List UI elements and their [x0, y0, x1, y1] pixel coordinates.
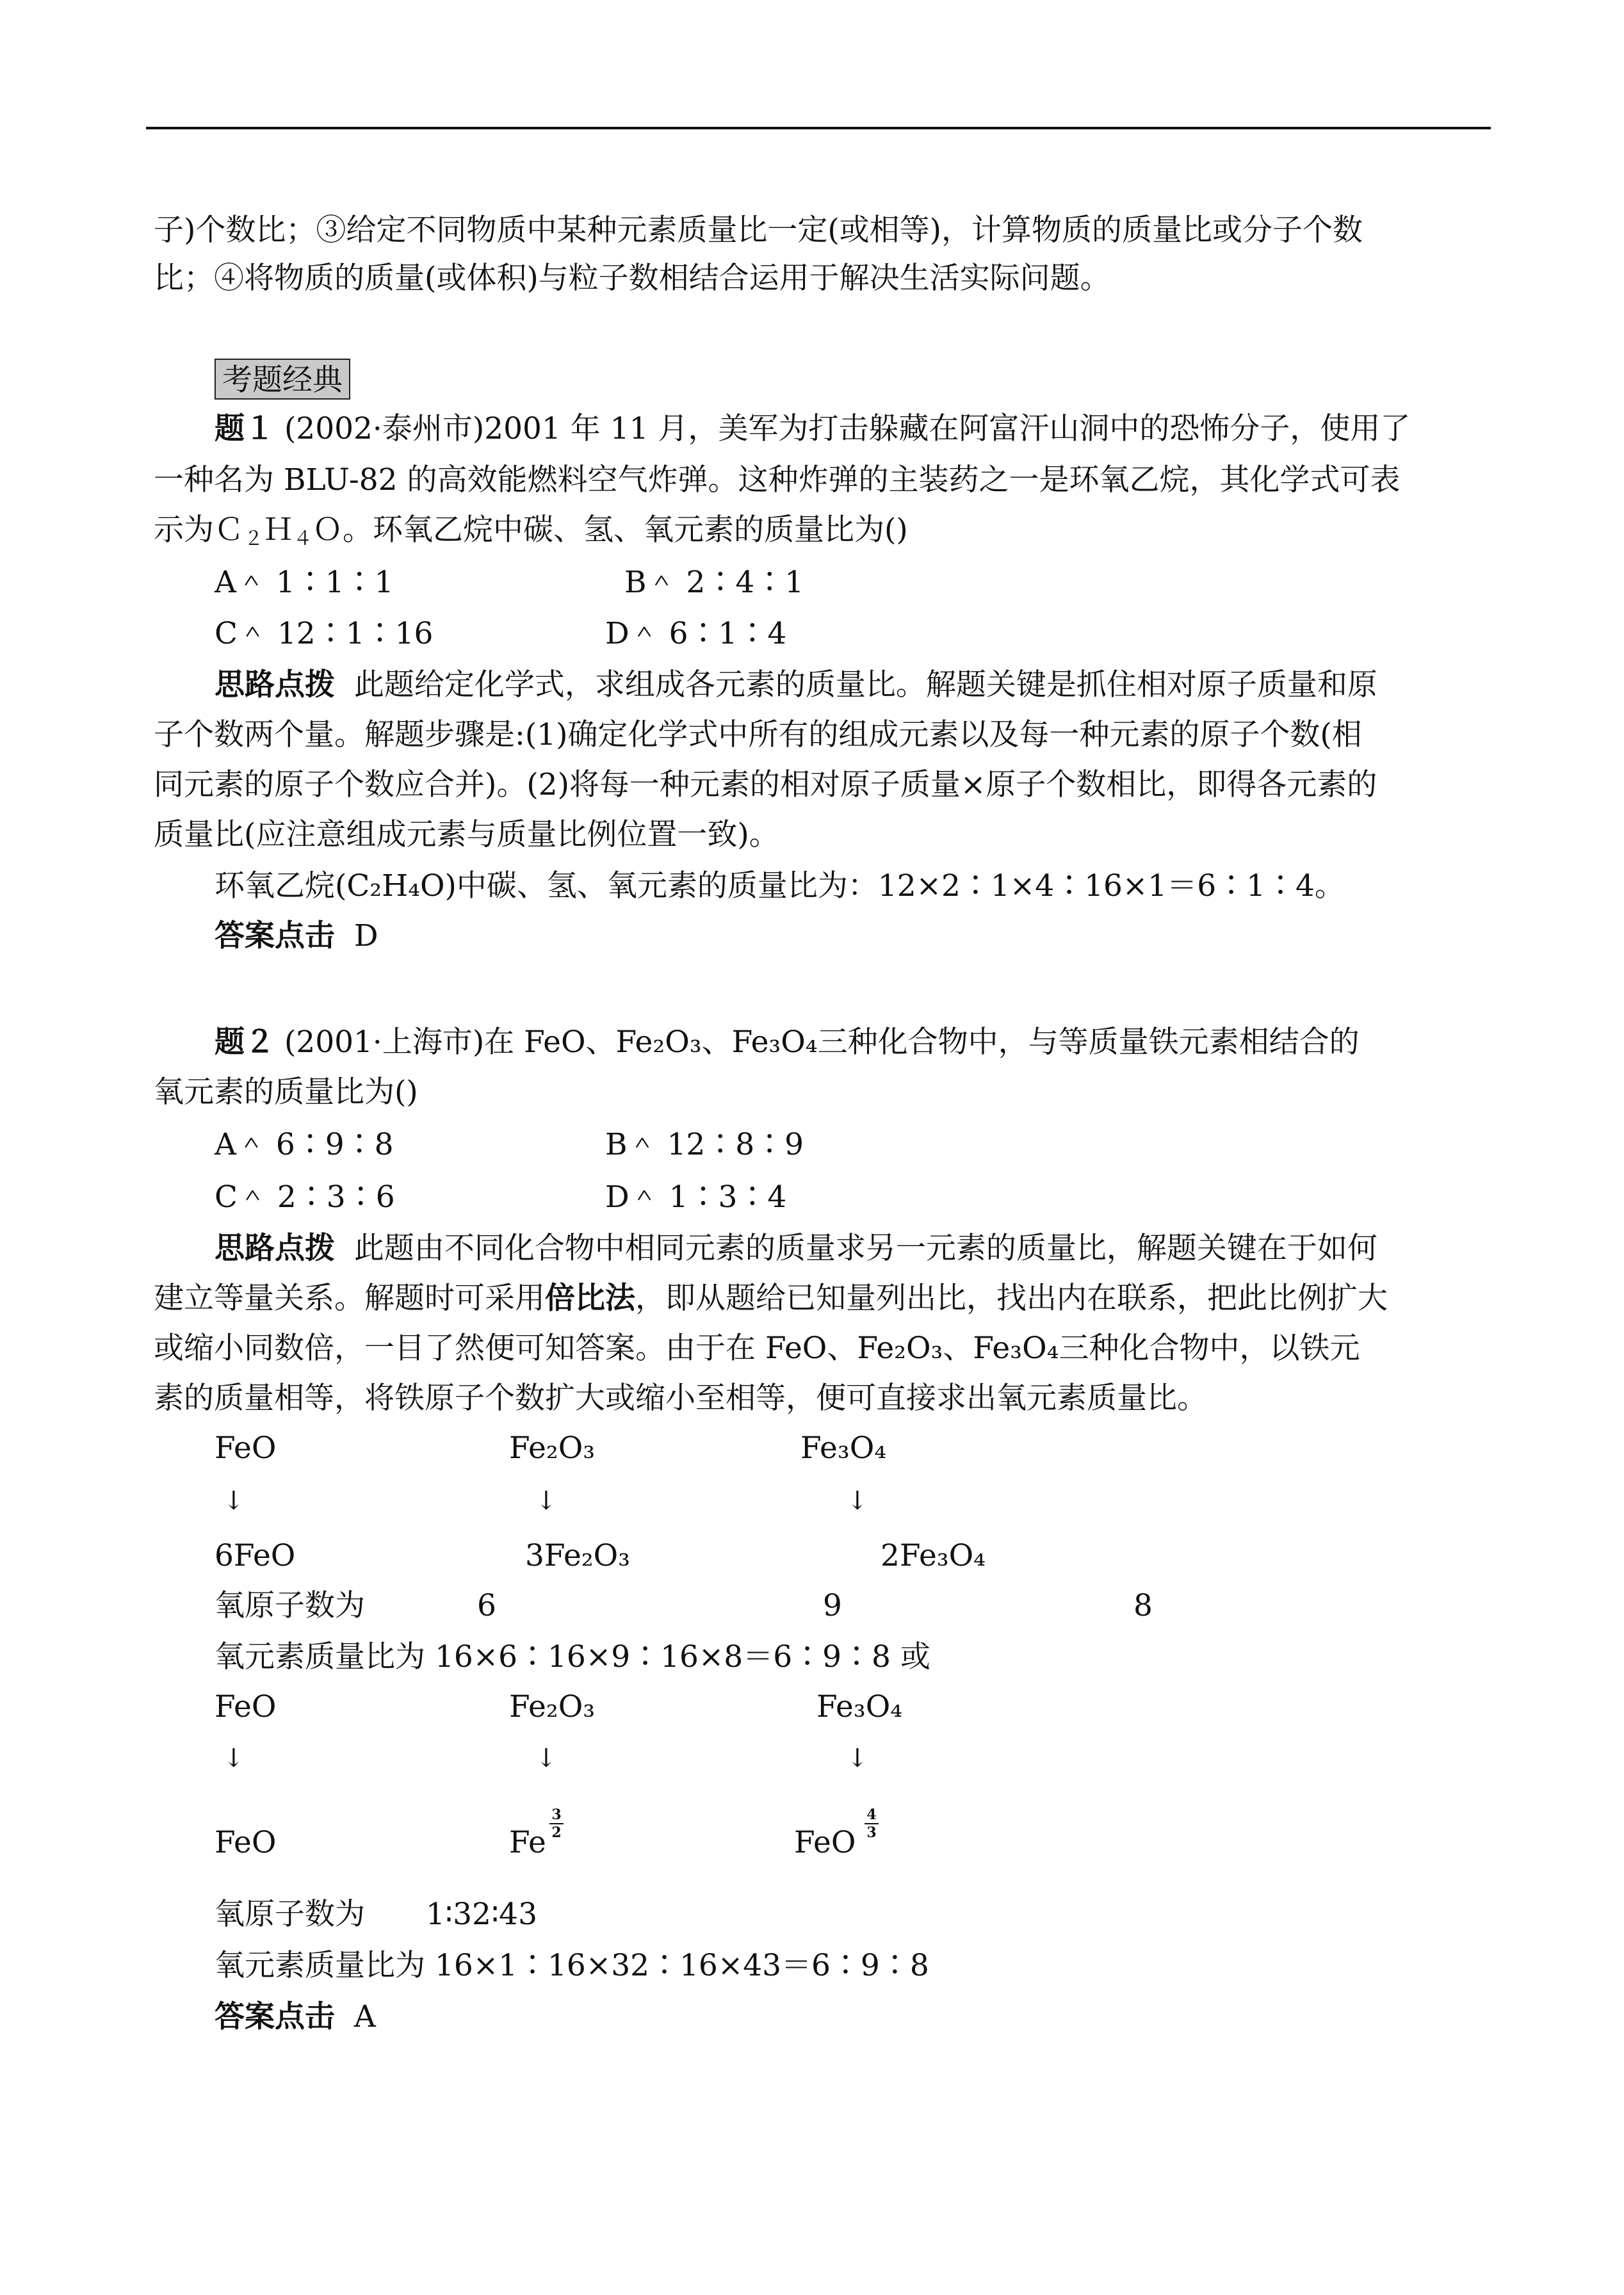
- m2-arrow-2: ↓: [535, 1744, 557, 1773]
- q2-hint-line-1: [215, 1229, 1377, 1268]
- m2-arrow-3: ↓: [847, 1744, 868, 1773]
- q1-text-3c: Ｏ。环氧乙烷中碳、氢、氧元素的质量比为(): [313, 512, 908, 547]
- q1-line-2: 一种名为 BLU-82 的高效能燃料空气炸弹。这种炸弹的主装药之一是环氧乙烷，其化学式可表: [154, 462, 1401, 498]
- q1-answer-value: D: [353, 918, 378, 953]
- q1-sub-1: ２: [244, 528, 263, 550]
- q1-hint-line-3: 同元素的原子个数应合并)。(2)将每一种元素的相对原子质量×原子个数相比，即得各元素的: [154, 767, 1377, 802]
- q2-hint-line-4: 素的质量相等，将铁原子个数扩大或缩小至相等，便可直接求出氧元素质量比。: [154, 1381, 1207, 1416]
- q1-sub-2: ４: [293, 528, 313, 550]
- m2-fraction-2: [865, 1807, 879, 1840]
- m2-scaled-2: Fe: [509, 1825, 546, 1860]
- q2-option-a: A＾ 6∶9∶8: [215, 1127, 394, 1162]
- q1-hint-text-1: 此题给定化学式，求组成各元素的质量比。解题关键是抓住相对原子质量和原: [353, 667, 1377, 702]
- intro-line-1: 子)个数比；③给定不同物质中某种元素质量比一定(或相等)，计算物质的质量比或分子个数: [154, 213, 1363, 248]
- m2-formula-3: Fe₃O₄: [816, 1689, 903, 1724]
- m1-scaled-1: 6FeO: [215, 1538, 296, 1573]
- q1-hint-line-1: [215, 666, 1377, 704]
- q1-option-d: D＾ 6∶1∶4: [605, 616, 787, 651]
- q1-option-c: C＾ 12∶1∶16: [215, 616, 434, 651]
- q1-hint-label: 思路点拨: [215, 667, 335, 702]
- q1-option-b: B＾ 2∶4∶1: [624, 565, 804, 600]
- q2-answer-value: A: [353, 1999, 376, 2034]
- m1-scaled-2: 3Fe₂O₃: [525, 1538, 630, 1573]
- m1-formula-2: Fe₂O₃: [509, 1431, 596, 1466]
- q2-option-b: B＾ 12∶8∶9: [605, 1127, 804, 1162]
- m2-formula-1: FeO: [215, 1689, 277, 1724]
- q2-hint-label: 思路点拨: [215, 1231, 335, 1266]
- m1-o-1: 6: [477, 1588, 496, 1623]
- q2-option-d: D＾ 1∶3∶4: [605, 1180, 787, 1215]
- m2-fraction-2-num: 4: [866, 1806, 877, 1823]
- q1-line-3: [154, 511, 908, 558]
- q2-answer: [215, 1998, 376, 2036]
- q1-answer-label: 答案点击: [215, 918, 335, 953]
- q1-text-1: (2002·泰州市)2001 年 11 月，美军为打击躲藏在阿富汗山洞中的恐怖分子，使用了: [284, 411, 1411, 446]
- m2-formula-2: Fe₂O₃: [509, 1689, 596, 1724]
- m1-arrow-3: ↓: [847, 1486, 868, 1516]
- q2-hint-bold: 倍比法: [545, 1281, 635, 1316]
- q2-hint-line-3: 或缩小同数倍，一目了然便可知答案。由于在 FeO、Fe₂O₃、Fe₃O₄三种化合物中，以铁元: [154, 1331, 1360, 1366]
- m2-arrow-1: ↓: [223, 1744, 245, 1773]
- q1-hint-line-4: 质量比(应注意组成元素与质量比例位置一致)。: [154, 817, 779, 852]
- q1-line-1: [215, 410, 1410, 448]
- m2-scaled-1: FeO: [215, 1825, 277, 1860]
- q2-text-1: (2001·上海市)在 FeO、Fe₂O₃、Fe₃O₄三种化合物中，与等质量铁元素相结合的: [284, 1025, 1360, 1060]
- m1-arrow-1: ↓: [223, 1486, 245, 1516]
- q1-calc: 环氧乙烷(C₂H₄O)中碳、氢、氧元素的质量比为：12×2∶1×4∶16×1＝6∶1∶4。: [215, 868, 1345, 904]
- q1-option-a: A＾ 1∶1∶1: [215, 565, 394, 600]
- m1-mass-ratio: 氧元素质量比为 16×6∶16×9∶16×8＝6∶9∶8 或: [215, 1639, 930, 1675]
- m2-o-label: 氧原子数为: [215, 1897, 365, 1932]
- m1-o-3: 8: [1133, 1588, 1153, 1623]
- q2-label: 题２: [215, 1025, 275, 1060]
- section-badge: 考题经典: [215, 359, 350, 400]
- q1-text-3a: 示为Ｃ: [154, 512, 244, 547]
- q2-hint-text-1: 此题由不同化合物中相同元素的质量求另一元素的质量比，解题关键在于如何: [353, 1231, 1377, 1266]
- q2-hint-text-2a: 建立等量关系。解题时可采用: [154, 1281, 545, 1316]
- q2-hint-text-2b: ，即从题给已知量列出比，找出内在联系，把此比例扩大: [635, 1281, 1388, 1316]
- intro-line-2: 比；④将物质的质量(或体积)与粒子数相结合运用于解决生活实际问题。: [154, 261, 1110, 296]
- m1-o-2: 9: [823, 1588, 842, 1623]
- m2-scaled-3: FeO: [794, 1825, 856, 1860]
- q1-answer: [215, 917, 378, 955]
- q2-line-2: 氧元素的质量比为(): [154, 1075, 418, 1110]
- m1-o-label: 氧原子数为: [215, 1588, 365, 1623]
- q2-hint-line-2: [154, 1279, 1388, 1318]
- q1-hint-line-2: 子个数两个量。解题步骤是:(1)确定化学式中所有的组成元素以及每一种元素的原子个数(相: [154, 717, 1362, 752]
- m2-fraction-2-den: 3: [866, 1824, 877, 1841]
- m2-fraction-1: [549, 1807, 564, 1840]
- m2-fraction-1-num: 3: [551, 1806, 562, 1823]
- header-rule: [146, 127, 1491, 129]
- q2-line-1: [215, 1023, 1360, 1062]
- q1-text-3b: Ｈ: [263, 512, 293, 547]
- q2-answer-label: 答案点击: [215, 1999, 335, 2034]
- m1-scaled-3: 2Fe₃O₄: [881, 1538, 986, 1573]
- m2-mass-ratio: 氧元素质量比为 16×1∶16×32∶16×43＝6∶9∶8: [215, 1948, 929, 1983]
- m2-o-values: 1∶32∶43: [426, 1897, 537, 1932]
- m1-formula-1: FeO: [215, 1431, 277, 1466]
- q2-option-c: C＾ 2∶3∶6: [215, 1180, 395, 1215]
- m2-fraction-1-den: 2: [551, 1824, 562, 1841]
- m1-arrow-2: ↓: [535, 1486, 557, 1516]
- m1-formula-3: Fe₃O₄: [800, 1431, 887, 1466]
- q1-label: 题１: [215, 411, 275, 446]
